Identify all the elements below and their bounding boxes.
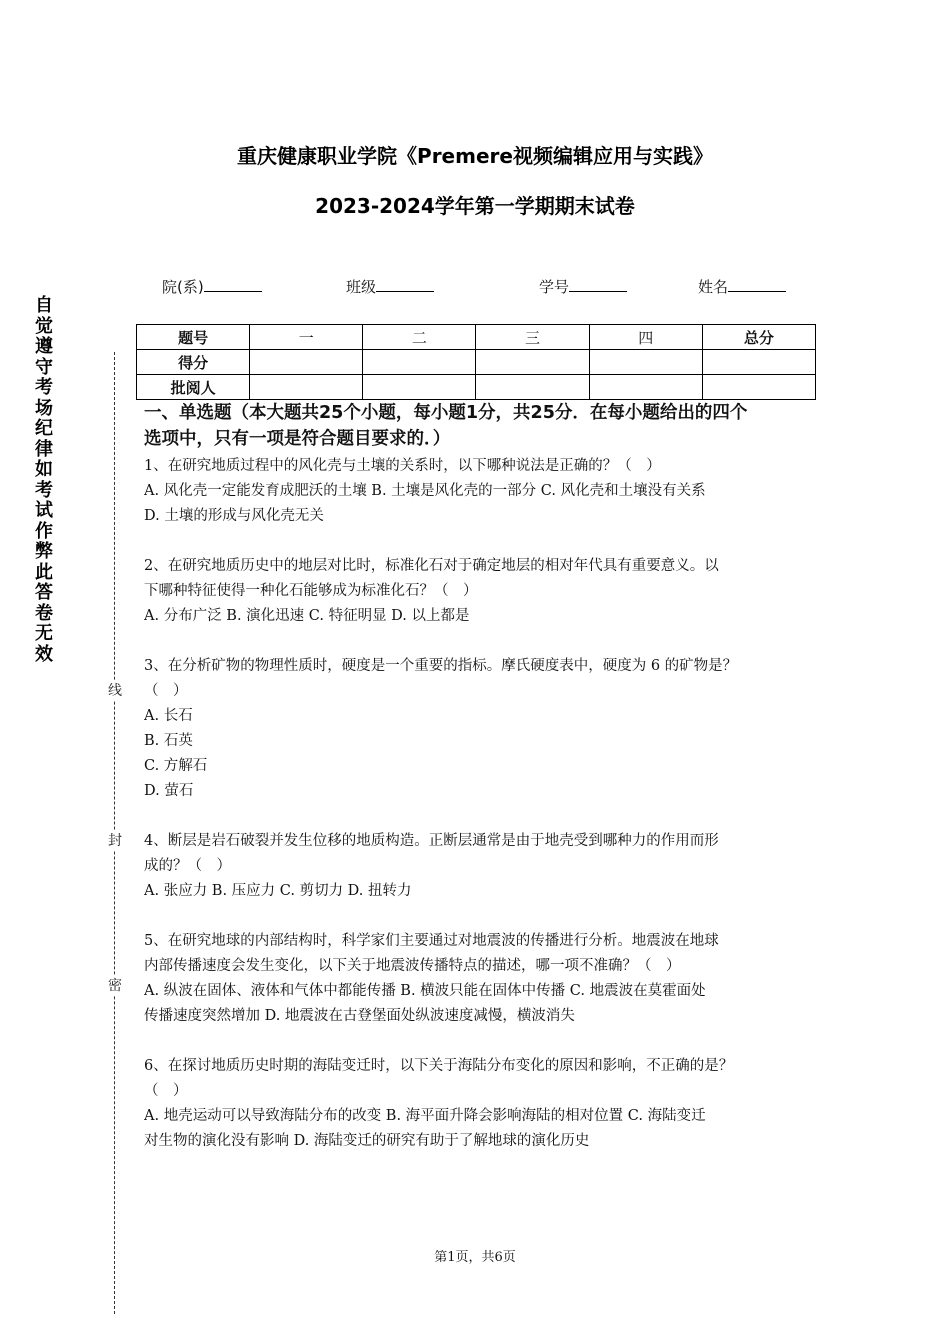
question-stem: 3、在分析矿物的物理性质时，硬度是一个重要的指标。摩氏硬度表中，硬度为 6 的矿物是？: [144, 658, 738, 674]
exam-discipline-notice: 自觉遵守考场纪律如考试作弊此答卷无效: [35, 295, 53, 665]
grader-cell[interactable]: [363, 375, 476, 400]
name-field: [698, 276, 786, 297]
section-heading-cont: 选项中，只有一项是符合题目要求的．）: [144, 429, 451, 449]
question-spacer: [144, 904, 819, 929]
exam-title: 重庆健康职业学院《Premere视频编辑应用与实践》: [237, 144, 713, 168]
page-number: 第1页，共6页: [434, 1250, 516, 1265]
table-header-cell: 四: [589, 325, 702, 350]
question-spacer: [144, 804, 819, 829]
question-line: B. 石英: [144, 733, 193, 749]
question-spacer: [144, 529, 819, 554]
question-stem: 6、在探讨地质历史时期的海陆变迁时，以下关于海陆分布变化的原因和影响，不正确的是？: [144, 1058, 734, 1074]
question-line: A. 地壳运动可以导致海陆分布的改变 B. 海平面升降会影响海陆的相对位置 C. 海陆变迁: [144, 1108, 706, 1124]
score-cell[interactable]: [589, 350, 702, 375]
grader-cell[interactable]: [702, 375, 815, 400]
question-item: [144, 454, 819, 529]
class-label: 班级: [346, 278, 377, 296]
question-line: D. 萤石: [144, 783, 194, 799]
question-line: 传播速度突然增加 D. 地震波在古登堡面处纵波速度减慢，横波消失: [144, 1008, 575, 1024]
question-item: [144, 829, 819, 904]
question-line: A. 风化壳一定能发育成肥沃的土壤 B. 土壤是风化壳的一部分 C. 风化壳和土壤没有关系: [144, 483, 706, 499]
question-line: C. 方解石: [144, 758, 208, 774]
class-blank[interactable]: [376, 277, 434, 292]
student-id-field: [539, 276, 627, 297]
question-line: D. 土壤的形成与风化壳无关: [144, 508, 324, 524]
table-header-cell: 总分: [702, 325, 815, 350]
row-label: 批阅人: [137, 375, 250, 400]
question-line: A. 长石: [144, 708, 193, 724]
exam-content: [144, 400, 819, 1154]
table-header-cell: 题号: [137, 325, 250, 350]
question-stem: 2、在研究地质历史中的地层对比时，标准化石对于确定地层的相对年代具有重要意义。以: [144, 558, 719, 574]
exam-subtitle: 2023-2024学年第一学期期末试卷: [315, 194, 635, 218]
question-line: 内部传播速度会发生变化，以下关于地震波传播特点的描述，哪一项不准确？（ ）: [144, 958, 681, 974]
question-line: A. 分布广泛 B. 演化迅速 C. 特征明显 D. 以上都是: [144, 608, 470, 624]
score-table: [136, 324, 816, 400]
name-blank[interactable]: [728, 277, 786, 292]
question-list: [144, 454, 819, 1154]
question-stem: 5、在研究地球的内部结构时，科学家们主要通过对地震波的传播进行分析。地震波在地球: [144, 933, 719, 949]
question-stem: 1、在研究地质过程中的风化壳与土壤的关系时，以下哪种说法是正确的？（ ）: [144, 458, 661, 474]
class-field: [346, 276, 434, 297]
question-item: [144, 929, 819, 1029]
question-item: [144, 554, 819, 629]
question-item: [144, 654, 819, 804]
question-line: A. 纵波在固体、液体和气体中都能传播 B. 横波只能在固体中传播 C. 地震波在莫霍面处: [144, 983, 706, 999]
department-label: 院(系): [162, 278, 204, 296]
question-line: 成的？（ ）: [144, 858, 231, 874]
question-stem: 4、断层是岩石破裂并发生位移的地质构造。正断层通常是由于地壳受到哪种力的作用而形: [144, 833, 719, 849]
question-line: 对生物的演化没有影响 D. 海陆变迁的研究有助于了解地球的演化历史: [144, 1133, 590, 1149]
question-spacer: [144, 629, 819, 654]
section-heading: 一、单选题（本大题共25个小题，每小题1分，共25分．在每小题给出的四个: [144, 403, 748, 423]
score-cell[interactable]: [250, 350, 363, 375]
student-id-label: 学号: [539, 278, 570, 296]
name-label: 姓名: [698, 278, 729, 296]
table-header-cell: 一: [250, 325, 363, 350]
table-header-cell: 二: [363, 325, 476, 350]
grader-cell[interactable]: [250, 375, 363, 400]
question-line: （ ）: [144, 683, 188, 699]
row-label: 得分: [137, 350, 250, 375]
question-line: （ ）: [144, 1083, 188, 1099]
student-id-blank[interactable]: [569, 277, 627, 292]
question-line: A. 张应力 B. 压应力 C. 剪切力 D. 扭转力: [144, 883, 412, 899]
department-field: [162, 276, 262, 297]
score-cell[interactable]: [363, 350, 476, 375]
question-item: [144, 1054, 819, 1154]
grader-row: [137, 375, 816, 400]
question-line: 下哪种特征使得一种化石能够成为标准化石？（ ）: [144, 583, 478, 599]
score-row: [137, 350, 816, 375]
binding-mark-seal: 封: [107, 830, 123, 850]
table-header-cell: 三: [476, 325, 589, 350]
grader-cell[interactable]: [476, 375, 589, 400]
grader-cell[interactable]: [589, 375, 702, 400]
score-cell[interactable]: [476, 350, 589, 375]
binding-mark-line: 线: [107, 680, 123, 700]
score-table-header-row: [137, 325, 816, 350]
score-cell[interactable]: [702, 350, 815, 375]
binding-mark-secret: 密: [107, 975, 123, 995]
department-blank[interactable]: [204, 277, 262, 292]
question-spacer: [144, 1029, 819, 1054]
